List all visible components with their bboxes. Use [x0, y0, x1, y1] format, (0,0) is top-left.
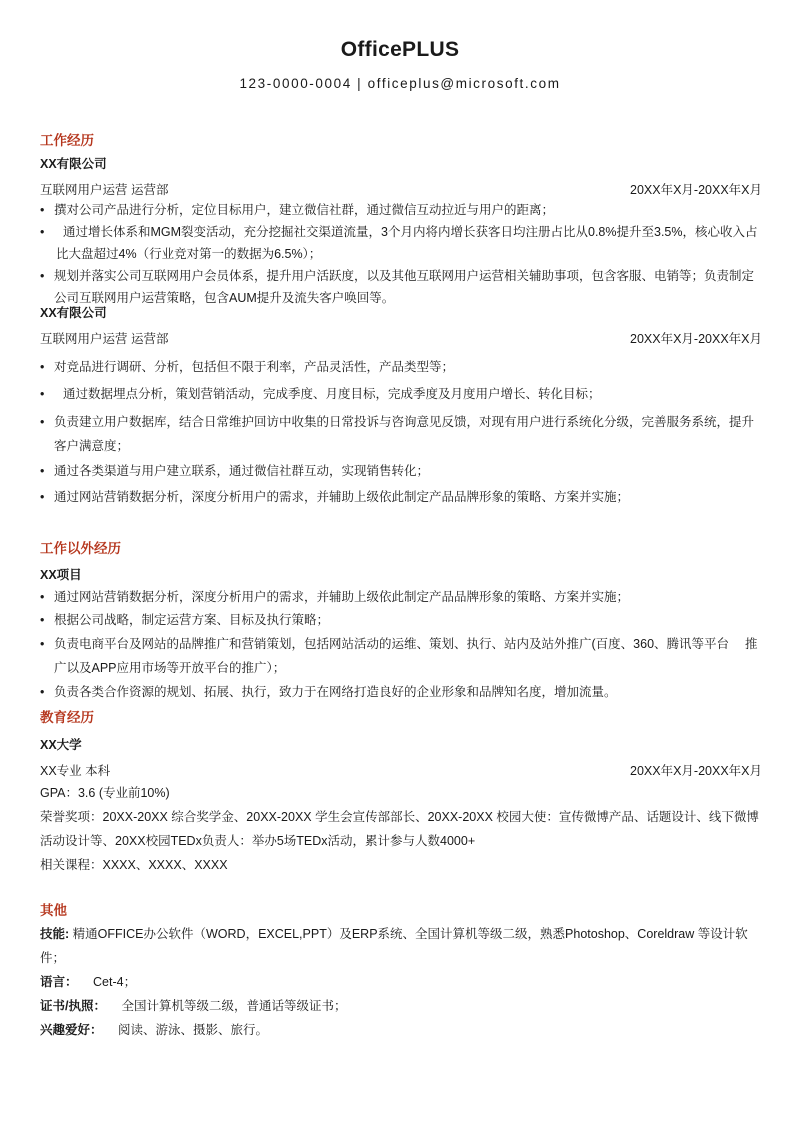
cert-text: 全国计算机等级二级，普通话等级证书；: [121, 999, 347, 1013]
edu-gpa: GPA：3.6 (专业前10%): [40, 786, 170, 800]
cert-label: 证书/执照：: [40, 999, 106, 1013]
other-section: [40, 899, 762, 1042]
job-bullet: • 通过数据埋点分析，策划营销活动，完成季度、月度目标，完成季度及月度用户增长、转化目标；: [40, 383, 762, 405]
other-section-title: 其他: [40, 903, 67, 918]
language-label: 语言：: [40, 975, 78, 989]
skills-label: 技能:: [40, 927, 70, 941]
extra-bullet: • 负责电商平台及网站的品牌推广和营销策划，包括网站活动的运维、策划、执行、站内及站外推广(百度、360、腾讯等平台 推广以及APP应用市场等开放平台的推广）；: [40, 632, 762, 680]
edu-major: XX专业 本科: [40, 764, 111, 778]
extra-bullet: • 通过网站营销数据分析，深度分析用户的需求，并辅助上级依此制定产品品牌形象的策略、方案并实施；: [40, 586, 762, 609]
job-bullet: • 通过增长体系和MGM裂变活动，充分挖掘社交渠道流量，3个月内将内增长获客日均注册占比从0.8%提升至3.5%，核心收入占比大盘超过4%（行业竞对第一的数据为6.5%）；: [40, 221, 762, 265]
job-bullet: • 撰对公司产品进行分析，定位目标用户，建立微信社群，通过微信互动拉近与用户的距离；: [40, 199, 762, 221]
job-bullet: • 负责建立用户数据库，结合日常维护回访中收集的日常投诉与咨询意见反馈，对现有用户进行系统化分级，完善服务系统，提升客户满意度；: [40, 410, 762, 458]
language-text: Cet-4；: [93, 975, 137, 989]
job-bullet: • 通过网站营销数据分析，深度分析用户的需求，并辅助上级依此制定产品品牌形象的策略、方案并实施；: [40, 486, 762, 508]
work-section-title: 工作经历: [40, 133, 94, 148]
project-name: XX项目: [40, 568, 82, 582]
job-1: [40, 154, 762, 309]
extra-bullet: • 负责各类合作资源的规划、拓展、执行，致力于在网络打造良好的企业形象和品牌知名度，增加流量。: [40, 680, 762, 704]
edu-section-title: 教育经历: [40, 710, 94, 725]
edu-date: 20XX年X月-20XX年X月: [630, 764, 762, 778]
skills-text: 精通OFFICE办公软件（WORD，EXCEL,PPT）及ERP系统、全国计算机等级二级，熟悉Photoshop、Coreldraw 等设计软件；: [40, 927, 748, 965]
job-date: 20XX年X月-20XX年X月: [630, 183, 762, 197]
job-company: XX有限公司: [40, 157, 107, 171]
job-bullet: • 规划并落实公司互联网用户会员体系，提升用户活跃度，以及其他互联网用户运营相关辅助事项，包含客服、电销等；负责制定公司互联网用户运营策略，包含AUM提升及流失客户唤回等。: [40, 265, 762, 309]
job-role-row: [40, 329, 762, 347]
skills-line: [40, 922, 762, 970]
extra-section: [40, 537, 762, 704]
candidate-name: OfficePLUS: [340, 38, 460, 61]
hobby-text: 阅读、游泳、摄影、旅行。: [118, 1023, 269, 1037]
language-line: [40, 970, 762, 994]
job-company: XX有限公司: [40, 306, 107, 320]
hobby-label: 兴趣爱好：: [40, 1023, 103, 1037]
hobby-line: [40, 1018, 762, 1042]
job-role: 互联网用户运营 运营部: [40, 183, 169, 197]
edu-honors: 荣誉奖项：20XX-20XX 综合奖学金、20XX-20XX 学生会宣传部部长、20XX-20XX 校园大使：宣传微博产品、话题设计、线下微博活动设计等、20XX校园TEDx负责人：举办5场TEDx活动，累计参与人数4000+: [40, 810, 759, 848]
extra-bullet: • 根据公司战略，制定运营方案、目标及执行策略；: [40, 609, 762, 632]
extra-section-title: 工作以外经历: [40, 541, 121, 556]
contact-line: 123-0000-0004 | officeplus@microsoft.com: [239, 76, 561, 91]
job-role: 互联网用户运营 运营部: [40, 332, 169, 346]
job-bullet: • 对竞品进行调研、分析，包括但不限于利率，产品灵活性，产品类型等；: [40, 356, 762, 378]
job-date: 20XX年X月-20XX年X月: [630, 332, 762, 346]
edu-major-row: [40, 761, 762, 779]
cert-line: [40, 994, 762, 1018]
edu-section: [40, 706, 762, 877]
job-2: [40, 303, 762, 508]
school-name: XX大学: [40, 738, 82, 752]
edu-courses: 相关课程：XXXX、XXXX、XXXX: [40, 858, 228, 872]
job-role-row: [40, 180, 762, 198]
job-bullet: • 通过各类渠道与用户建立联系，通过微信社群互动，实现销售转化；: [40, 460, 762, 482]
